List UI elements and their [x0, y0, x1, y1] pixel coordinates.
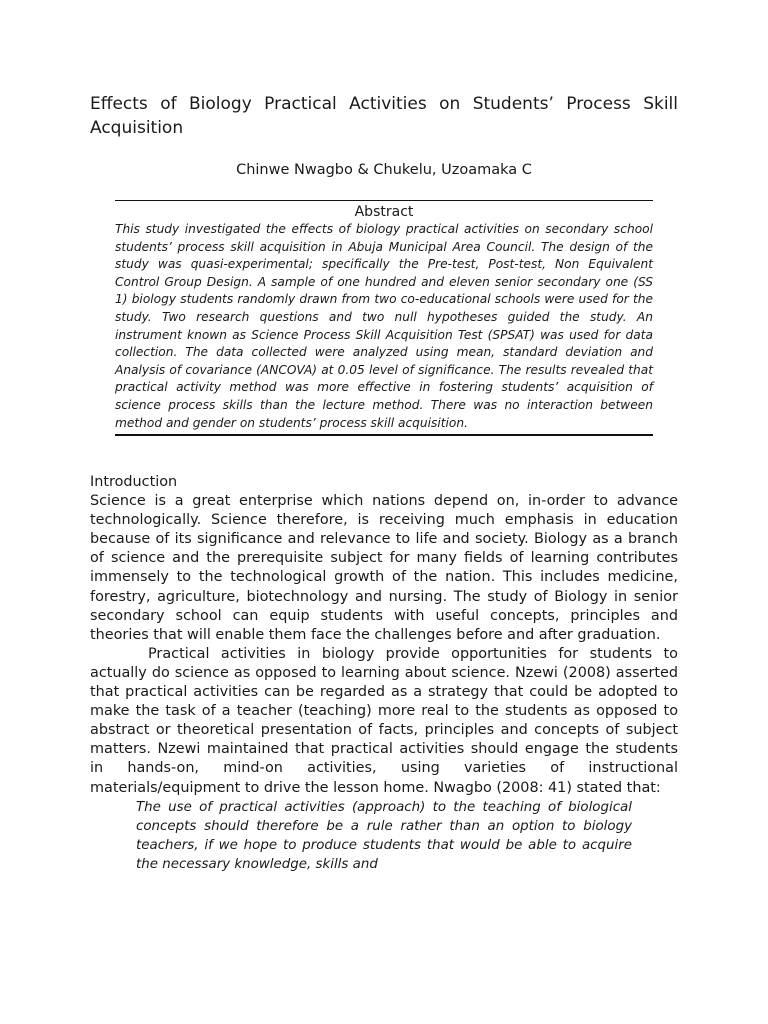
body-paragraph: Practical activities in biology provide opportunities for students to actually do science as opposed to learning about science. Nzewi (2008) asserted that practical activities can be regarded as a strategy that could be adopted to make the task of a teacher (teaching) more real to the students as opposed to abstract or theoretical presentation of facts, principles and concepts of subject matters. Nzewi maintained that practical activities should engage the students in hands-on, mind-on activities, using varieties of instructional materials/equipment to drive the lesson home. Nwagbo (2008: 41) stated that:: [90, 645, 678, 796]
block-quote: The use of practical activities (approach) to the teaching of biological concepts should therefore be a rule rather than an option to biology teachers, if we hope to produce students that would be able to acquire the necessary knowledge, skills and: [136, 799, 632, 872]
abstract-section: [115, 200, 653, 436]
introduction-heading: Introduction: [90, 474, 178, 490]
abstract-heading: Abstract: [354, 204, 414, 220]
paper-title: Effects of Biology Practical Activities on Students’ Process Skill Acquisition: [90, 94, 678, 138]
introduction-section: [90, 473, 678, 874]
abstract-text: This study investigated the effects of biology practical activities on secondary school students’ process skill acquisition in Abuja Municipal Area Council. The design of the study was quasi-experimental; specifically the Pre-test, Post-test, Non Equivalent Control Group Design. A sample of one hundred and eleven senior secondary one (SS 1) biology students randomly drawn from two co-educational schools were used for the study. Two research questions and two null hypotheses guided the study. An instrument known as Science Process Skill Acquisition Test (SPSAT) was used for data collection. The data collected were analyzed using mean, standard deviation and Analysis of covariance (ANCOVA) at 0.05 level of significance. The results revealed that practical activity method was more effective in fostering students’ acquisition of science process skills than the lecture method. There was no interaction between method and gender on students’ process skill acquisition.: [115, 222, 653, 430]
paper-authors: Chinwe Nwagbo & Chukelu, Uzoamaka C: [236, 162, 532, 178]
body-paragraph: Science is a great enterprise which nations depend on, in-order to advance technologically. Science therefore, is receiving much emphasis in education because of its significance and relevance to life and society. Biology as a branch of science and the prerequisite subject for many fields of learning contributes immensely to the technological growth of the nation. This includes medicine, forestry, agriculture, biotechnology and nursing. The study of Biology in senior secondary school can equip students with useful concepts, principles and theories that will enable them face the challenges before and after graduation.: [90, 493, 678, 643]
